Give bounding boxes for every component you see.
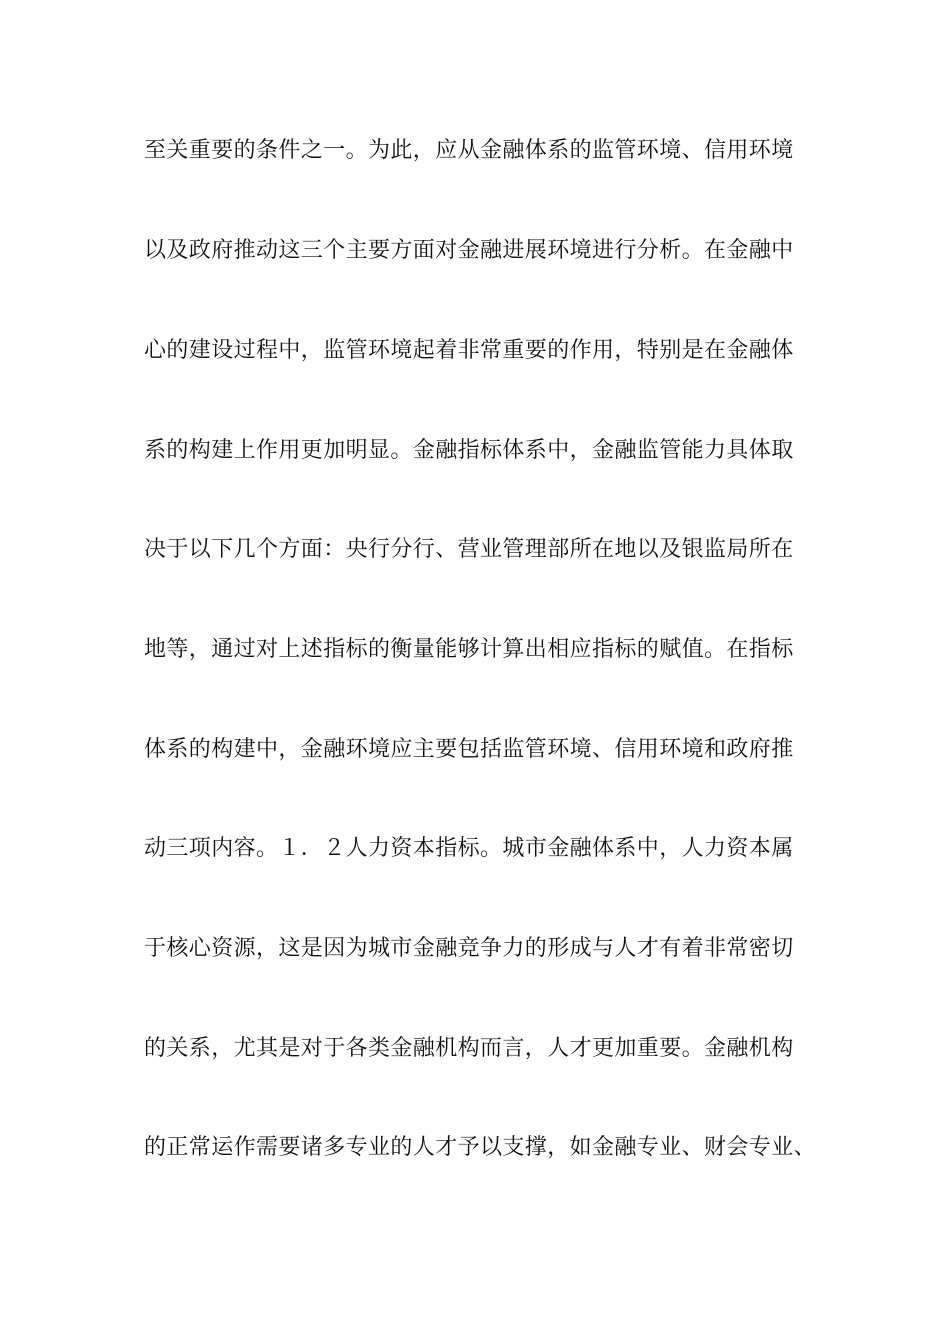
- text-line: 系的构建上作用更加明显。金融指标体系中，金融监管能力具体取: [144, 438, 794, 463]
- text-line: 的关系，尤其是对于各类金融机构而言，人才更加重要。金融机构: [144, 1036, 794, 1061]
- text-line: 于核心资源，这是因为城市金融竞争力的形成与人才有着非常密切: [144, 936, 794, 961]
- text-line: 至关重要的条件之一。为此，应从金融体系的监管环境、信用环境: [144, 138, 794, 163]
- text-line: 体系的构建中，金融环境应主要包括监管环境、信用环境和政府推: [144, 737, 794, 762]
- text-line: 的正常运作需要诸多专业的人才予以支撑，如金融专业、财会专业、: [144, 1135, 817, 1160]
- text-line: 动三项内容。１．２人力资本指标。城市金融体系中，人力资本属: [144, 836, 794, 861]
- text-line: 决于以下几个方面：央行分行、营业管理部所在地以及银监局所在: [144, 537, 794, 562]
- text-line: 心的建设过程中，监管环境起着非常重要的作用，特别是在金融体: [144, 338, 794, 363]
- text-line: 地等，通过对上述指标的衡量能够计算出相应指标的赋值。在指标: [144, 637, 794, 662]
- text-line: 以及政府推动这三个主要方面对金融进展环境进行分析。在金融中: [144, 238, 794, 263]
